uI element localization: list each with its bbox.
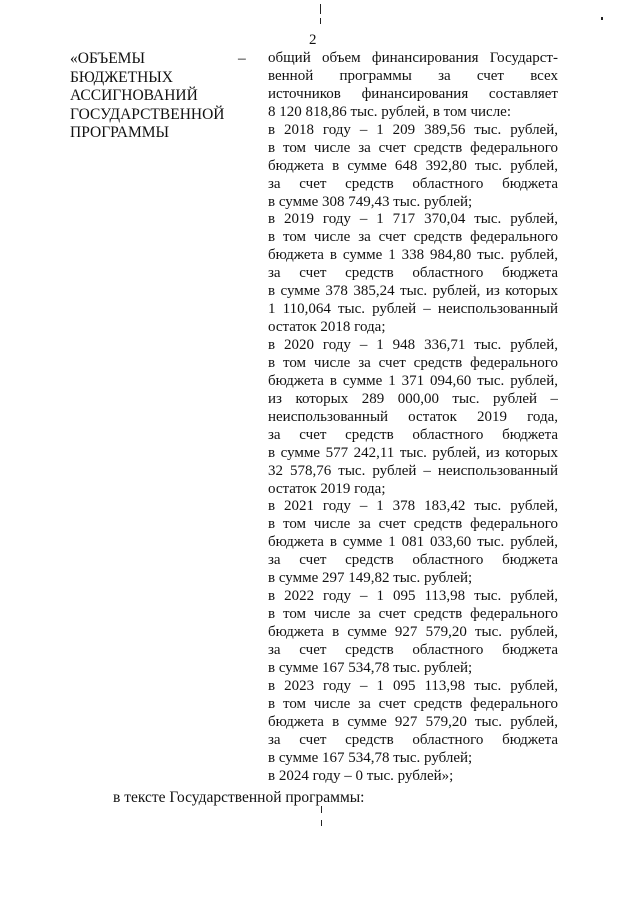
section-title-line: АССИГНОВАНИЙ <box>70 87 198 105</box>
financing-line: в 2020 году – 1 948 336,71 тыс. рублей, <box>268 337 558 353</box>
section-title-line: ПРОГРАММЫ <box>70 124 170 142</box>
financing-line: из которых 289 000,00 тыс. рублей – <box>268 390 558 407</box>
financing-line: в сумме 167 534,78 тыс. рублей; <box>268 749 473 766</box>
financing-line: в сумме 297 149,82 тыс. рублей; <box>268 570 473 587</box>
financing-line: в 2019 году – 1 717 370,04 тыс. рублей, <box>268 211 558 228</box>
financing-line: бюджета в сумме 927 579,20 тыс. рублей, <box>268 624 558 640</box>
financing-line: в том числе за счет средств федерального <box>268 516 558 533</box>
financing-line: 32 578,76 тыс. рублей – неиспользованный <box>268 462 558 479</box>
section-title-line: БЮДЖЕТНЫХ <box>70 68 173 86</box>
financing-line: в 2024 году – 0 тыс. рублей»; <box>268 767 454 784</box>
financing-line: в том числе за счет средств федерального <box>268 229 558 246</box>
financing-line: в сумме 378 385,24 тыс. рублей, из которых <box>268 283 558 300</box>
financing-line: за счет средств областного бюджета <box>268 426 558 443</box>
financing-line: в том числе за счет средств федерального <box>268 139 558 156</box>
financing-line: за счет средств областного бюджета <box>268 731 558 748</box>
financing-line: в 2023 году – 1 095 113,98 тыс. рублей, <box>268 677 558 694</box>
financing-line: бюджета в сумме 648 392,80 тыс. рублей, <box>268 157 558 174</box>
financing-line: за счет средств областного бюджета <box>268 265 558 282</box>
financing-line: в том числе за счет средств федерального <box>268 354 558 371</box>
financing-line: за счет средств областного бюджета <box>268 175 558 192</box>
financing-line: общий объем финансирования Государст- <box>268 50 558 66</box>
page-number: 2 <box>309 32 317 48</box>
financing-line: в том числе за счет средств федерального <box>268 606 558 623</box>
financing-line: источников финансирования составляет <box>268 85 558 102</box>
financing-line: в сумме 577 242,11 тыс. рублей, из которых <box>268 444 558 461</box>
financing-line: неиспользованный остаток 2019 года, <box>268 408 558 425</box>
scan-mark <box>601 17 603 20</box>
financing-line: бюджета в сумме 1 081 033,60 тыс. рублей, <box>268 534 558 551</box>
financing-line: за счет средств областного бюджета <box>268 641 558 658</box>
financing-line: в 2018 году – 1 209 389,56 тыс. рублей, <box>268 121 558 138</box>
financing-line: 8 120 818,86 тыс. рублей, в том числе: <box>268 103 512 120</box>
section-title <box>70 50 225 143</box>
section-title-line: «ОБЪЕМЫ <box>70 50 145 67</box>
section-title-line: ГОСУДАРСТВЕННОЙ <box>70 105 225 123</box>
financing-line: в 2022 году – 1 095 113,98 тыс. рублей, <box>268 588 558 605</box>
financing-line: остаток 2019 года; <box>268 480 386 497</box>
financing-line: 1 110,064 тыс. рублей – неиспользованный <box>268 301 558 318</box>
financing-line: остаток 2018 года; <box>268 319 386 336</box>
financing-text <box>268 50 558 785</box>
scan-mark <box>321 806 322 813</box>
scan-mark <box>320 4 321 14</box>
financing-line: бюджета в сумме 927 579,20 тыс. рублей, <box>268 713 558 730</box>
separator-dash: – <box>238 50 246 67</box>
financing-line: бюджета в сумме 1 338 984,80 тыс. рублей, <box>268 247 558 264</box>
financing-line: за счет средств областного бюджета <box>268 552 558 569</box>
financing-line: бюджета в сумме 1 371 094,60 тыс. рублей, <box>268 372 558 389</box>
financing-line: в 2021 году – 1 378 183,42 тыс. рублей, <box>268 498 558 515</box>
financing-line: венной программы за счет всех <box>268 67 558 84</box>
scan-mark <box>321 820 322 826</box>
scan-mark <box>320 18 321 24</box>
financing-line: в сумме 167 534,78 тыс. рублей; <box>268 659 473 676</box>
financing-line: в сумме 308 749,43 тыс. рублей; <box>268 193 473 210</box>
financing-line: в том числе за счет средств федерального <box>268 695 558 712</box>
footer-text: в тексте Государственной программы: <box>113 789 365 806</box>
